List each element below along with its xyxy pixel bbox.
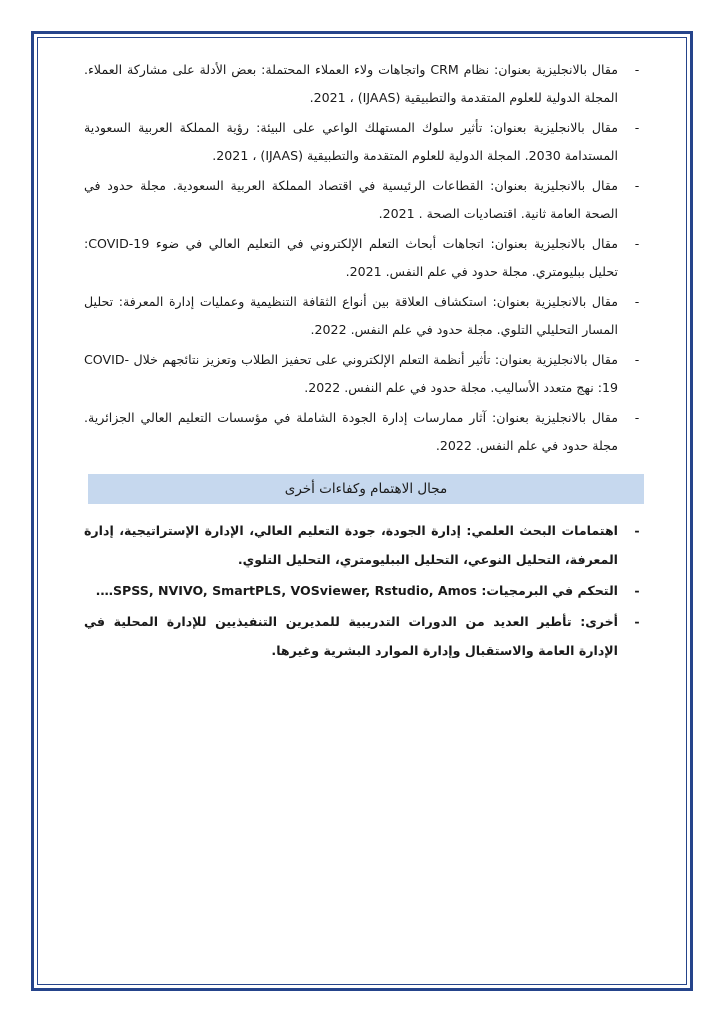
publication-text: مقال بالانجليزية بعنوان: تأثير أنظمة التعلم الإلكتروني على تحفيز الطلاب وتعزيز نتائجهم خلال COVID-19: نهج متعدد الأساليب. مجلة حدود في علم النفس. 2022.	[84, 352, 618, 395]
list-item	[84, 114, 644, 170]
bullet-dash: -	[634, 614, 640, 629]
publication-text: مقال بالانجليزية بعنوان: آثار ممارسات إدارة الجودة الشاملة في مؤسسات التعليم العالي الجزائرية. مجلة حدود في علم النفس. 2022.	[84, 410, 618, 453]
skills-list	[84, 516, 644, 665]
list-item	[84, 346, 644, 402]
skill-text: اهتمامات البحث العلمي: إدارة الجودة، جودة التعليم العالي، الإدارة الإستراتيجية، إدارة المعرفة، التحليل النوعي، التحليل الببليومتري، التحليل التلوي.	[84, 523, 618, 567]
bullet-dash: -	[634, 410, 640, 425]
document-content	[84, 56, 644, 667]
list-item	[84, 230, 644, 286]
section-title: مجال الاهتمام وكفاءات أخرى	[88, 474, 644, 504]
bullet-dash: -	[634, 523, 640, 538]
bullet-dash: -	[634, 236, 640, 251]
skill-text: أخرى: تأطير العديد من الدورات التدريبية للمديرين التنفيذيين للإدارة المحلية في الإدارة العامة والاستقبال وإدارة الموارد البشرية وغيرها.	[84, 614, 618, 658]
bullet-dash: -	[634, 178, 640, 193]
publication-text: مقال بالانجليزية بعنوان: نظام CRM واتجاهات ولاء العملاء المحتملة: بعض الأدلة على مشاركة العملاء. المجلة الدولية للعلوم المتقدمة والتطبيقية (IJAAS) ، 2021.	[84, 62, 618, 105]
bullet-dash: -	[634, 294, 640, 309]
publication-text: مقال بالانجليزية بعنوان: القطاعات الرئيسية في اقتصاد المملكة العربية السعودية. مجلة حدود في الصحة العامة ثانية. اقتصاديات الصحة . 2021.	[84, 178, 618, 221]
skill-text: التحكم في البرمجيات: SPSS, NVIVO, SmartPLS, VOSviewer, Rstudio, Amos….	[95, 583, 618, 598]
bullet-dash: -	[634, 583, 640, 598]
bullet-dash: -	[634, 62, 640, 77]
publications-list	[84, 56, 644, 460]
list-item	[84, 607, 644, 665]
list-item	[84, 404, 644, 460]
list-item	[84, 576, 644, 605]
publication-text: مقال بالانجليزية بعنوان: استكشاف العلاقة بين أنواع الثقافة التنظيمية وعمليات إدارة المعرفة: تحليل المسار التحليلي التلوي. مجلة حدود في علم النفس. 2022.	[84, 294, 618, 337]
list-item	[84, 516, 644, 574]
publication-text: مقال بالانجليزية بعنوان: تأثير سلوك المستهلك الواعي على البيئة: رؤية المملكة العربية السعودية المستدامة 2030. المجلة الدولية للعلوم المتقدمة والتطبيقية (IJAAS) ، 2021.	[84, 120, 618, 163]
publication-text: مقال بالانجليزية بعنوان: اتجاهات أبحاث التعلم الإلكتروني في التعليم العالي في ضوء COVID-19: تحليل ببليومتري. مجلة حدود في علم النفس. 2021.	[84, 236, 618, 279]
bullet-dash: -	[634, 120, 640, 135]
bullet-dash: -	[634, 352, 640, 367]
list-item	[84, 288, 644, 344]
list-item	[84, 172, 644, 228]
list-item	[84, 56, 644, 112]
